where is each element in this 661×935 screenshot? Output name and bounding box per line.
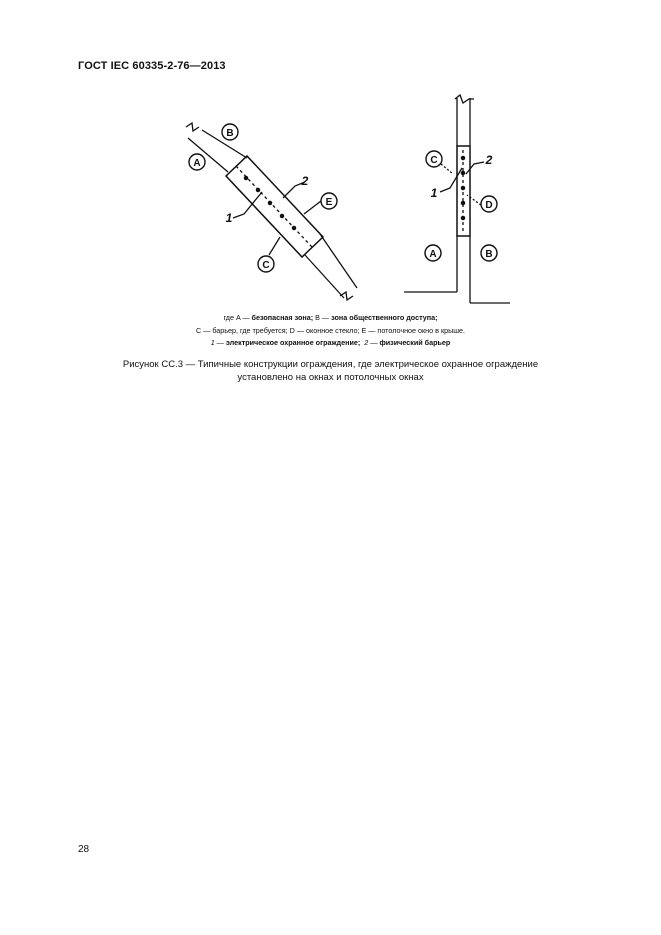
label-A-right: A	[429, 249, 437, 260]
break-mark-top	[186, 123, 199, 131]
roof-line-upper	[202, 130, 247, 158]
leader-2-right	[466, 162, 484, 174]
figure-legend	[0, 312, 661, 350]
leader-D	[467, 195, 481, 205]
label-1: 1	[225, 211, 233, 225]
legend-line-2: C — барьер, где требуется; D — оконное стекло; E — потолочное окно в крыше.	[195, 325, 466, 335]
roof-line-upper-2	[320, 234, 357, 288]
legend-line-3: 1 — электрическое охранное ограждение; 2 — физический барьер	[210, 338, 451, 347]
break-mark-wall	[455, 95, 474, 103]
leader-C-right	[441, 164, 453, 174]
label-A: A	[193, 158, 201, 169]
label-1-right: 1	[430, 186, 438, 200]
label-D: D	[485, 200, 493, 211]
label-B-right: B	[485, 249, 493, 260]
window-diagram	[404, 95, 510, 303]
leader-1	[233, 192, 262, 218]
figure-caption	[0, 358, 661, 384]
label-2-right: 2	[485, 153, 493, 167]
label-2: 2	[301, 174, 309, 188]
label-E: E	[325, 197, 333, 208]
legend-line-1: где A — безопасная зона; B — зона общественного доступа;	[223, 313, 438, 322]
label-C-right: C	[430, 155, 438, 166]
skylight-diagram	[186, 123, 357, 300]
page-number: 28	[78, 844, 90, 855]
caption-line-2: установлено на окнах и потолочных окнах	[237, 372, 424, 383]
label-B: B	[226, 128, 234, 139]
leader-C	[269, 237, 280, 255]
caption-line-1: Рисунок CC.3 — Типичные конструкции ограждения, где электрическое охранное ограждение	[122, 359, 539, 370]
figure-cc3	[0, 0, 661, 320]
leader-E	[304, 201, 321, 214]
page-header: ГОСТ IEC 60335-2-76—2013	[78, 60, 226, 72]
label-C: C	[262, 260, 270, 271]
